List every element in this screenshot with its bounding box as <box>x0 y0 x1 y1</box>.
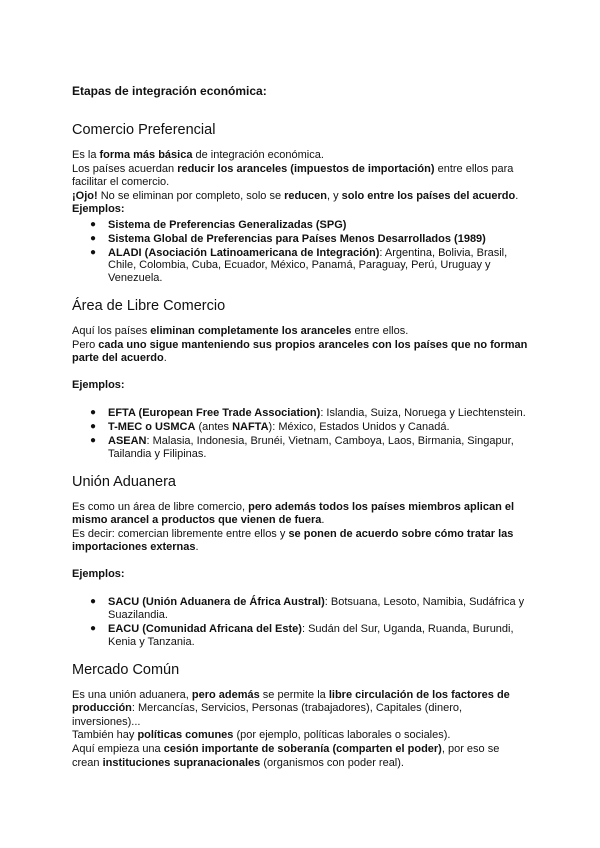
section-title-union-aduanera: Unión Aduanera <box>72 473 176 490</box>
section-title-mercado-comun: Mercado Común <box>72 661 180 678</box>
list-item: ● T-MEC o USMCA (antes NAFTA): México, Estados Unidos y Canadá. <box>90 421 450 434</box>
paragraph: Es la forma más básica de integración económica. <box>72 149 324 161</box>
section-title-comercio-preferencial: Comercio Preferencial <box>72 122 216 138</box>
paragraph: Los países acuerdan reducir los aranceles (impuestos de importación) entre ellos para facilitar el comercio. <box>72 162 514 189</box>
list-item: ● EACU (Comunidad Africana del Este): Sudán del Sur, Uganda, Ruanda, Burundi, Kenia y Tanzania. <box>90 623 514 648</box>
list-item: ● ALADI (Asociación Latinoamericana de Integración): Argentina, Bolivia, Brasil, Chile, Colombia, Cuba, Ecuador, México, Panamá, Paraguay, Perú, Uruguay y Venezuela. <box>90 246 508 285</box>
paragraph: Aquí empieza una cesión importante de soberanía (comparten el poder), por eso se crean instituciones supranacionales (organismos con poder real). <box>72 743 500 769</box>
paragraph: Es una unión aduanera, pero además se permite la libre circulación de los factores de producción: Mercancías, Servicios, Personas (trabajadores), Capitales (dinero, inversiones)... <box>72 688 510 728</box>
document-page <box>72 84 528 770</box>
bullet-icon: ● <box>90 596 97 608</box>
examples-list <box>72 407 528 460</box>
examples-label: Ejemplos: <box>72 203 125 216</box>
paragraph: También hay políticas comunes (por ejemplo, políticas laborales o sociales). <box>72 729 451 742</box>
paragraph: Aquí los países eliminan completamente los aranceles entre ellos. <box>72 324 409 337</box>
examples-label: Ejemplos: <box>72 567 125 580</box>
paragraph: Es como un área de libre comercio, pero además todos los países miembros aplican el mismo arancel a productos que vienen de fuera. <box>72 500 515 527</box>
examples-list <box>72 219 528 285</box>
bullet-icon: ● <box>90 434 97 446</box>
paragraph: Pero cada uno sigue manteniendo sus propios aranceles con los países que no forman parte del acuerdo. <box>72 338 528 365</box>
examples-list <box>72 596 528 648</box>
bullet-icon: ● <box>90 421 97 433</box>
bullet-icon: ● <box>90 232 97 244</box>
list-item: ● Sistema Global de Preferencias para Países Menos Desarrollados (1989) <box>90 232 486 245</box>
bullet-icon: ● <box>90 407 97 419</box>
bullet-icon: ● <box>90 246 97 258</box>
list-item: ● EFTA (European Free Trade Association): Islandia, Suiza, Noruega y Liechtenstein. <box>90 407 526 420</box>
bullet-icon: ● <box>90 623 97 635</box>
paragraph: Es decir: comercian libremente entre ellos y se ponen de acuerdo sobre cómo tratar las importaciones externas. <box>72 527 514 554</box>
list-item: ● SACU (Unión Aduanera de África Austral): Botsuana, Lesoto, Namibia, Sudáfrica y Suazilandia. <box>90 596 525 622</box>
document-title: Etapas de integración económica: <box>72 84 267 98</box>
paragraph: ¡Ojo! No se eliminan por completo, solo se reducen, y solo entre los países del acuerdo. <box>72 189 519 202</box>
bullet-icon: ● <box>90 218 97 230</box>
section-title-area-libre-comercio: Área de Libre Comercio <box>72 297 226 314</box>
list-item: ● Sistema de Preferencias Generalizadas (SPG) <box>90 218 347 231</box>
examples-label: Ejemplos: <box>72 378 125 391</box>
list-item: ● ASEAN: Malasia, Indonesia, Brunéi, Vietnam, Camboya, Laos, Birmania, Singapur, Tailandia y Filipinas. <box>90 434 514 460</box>
